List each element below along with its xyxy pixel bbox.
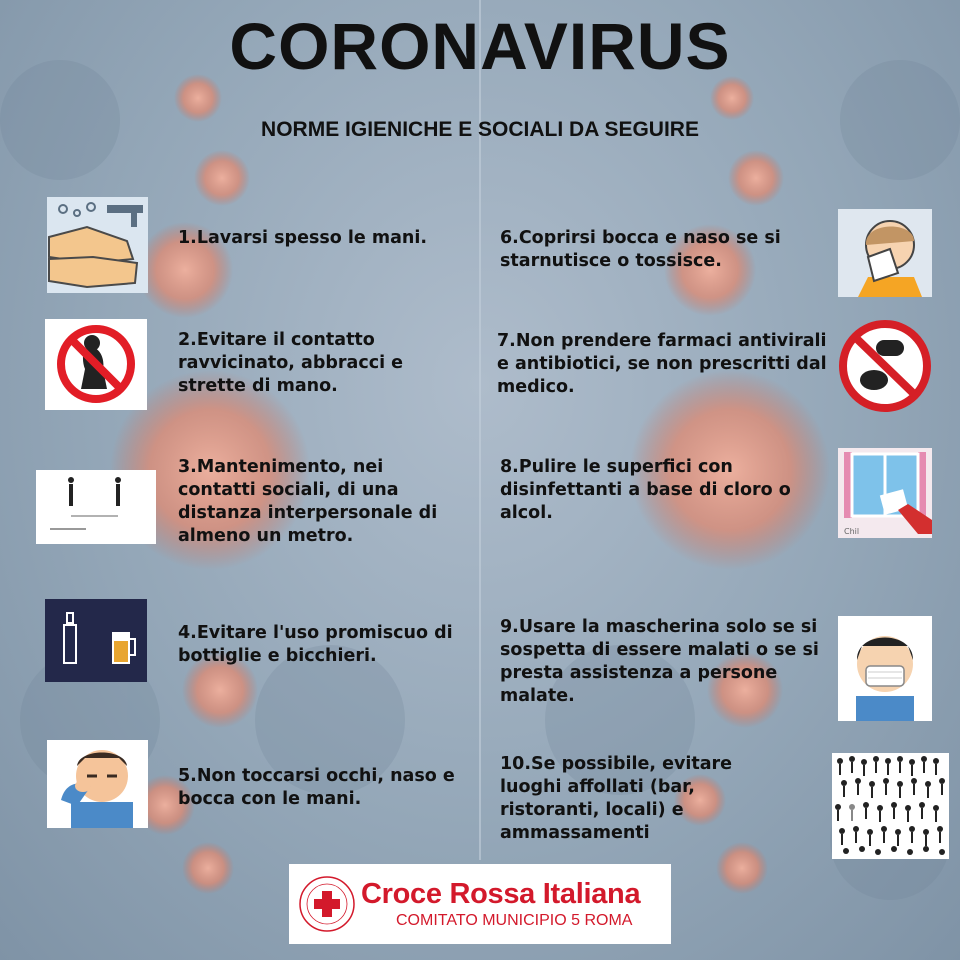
- org-name: Croce Rossa Italiana: [361, 878, 641, 910]
- cleaning-window-icon: [838, 448, 932, 538]
- no-pills-icon: [838, 320, 932, 412]
- red-cross-logo: [289, 864, 671, 944]
- face-touch-icon: [47, 740, 148, 828]
- red-cross-emblem-icon: [297, 874, 357, 934]
- org-subtitle: COMITATO MUNICIPIO 5 ROMA: [396, 912, 633, 929]
- page-subtitle: NORME IGIENICHE E SOCIALI DA SEGUIRE: [261, 118, 699, 141]
- hand-washing-icon: [47, 197, 148, 293]
- rule-7: 7.Non prendere farmaci antivirali e antibiotici, se non prescritti dal medico.: [497, 331, 827, 397]
- rule-1: 1.Lavarsi spesso le mani.: [178, 228, 428, 248]
- rule-8: 8.Pulire le superfici con disinfettanti a base di cloro o alcol.: [500, 457, 791, 523]
- rule-5: 5.Non toccarsi occhi, naso e bocca con le mani.: [178, 766, 455, 809]
- rule-2: 2.Evitare il contatto ravvicinato, abbracci e strette di mano.: [178, 330, 404, 396]
- sneeze-tissue-icon: [838, 209, 932, 297]
- svg-text:Chil: Chil: [844, 527, 860, 536]
- face-mask-icon: [838, 616, 932, 721]
- social-distance-icon: [36, 470, 156, 544]
- page-title: CORONAVIRUS: [229, 9, 731, 83]
- rule-3: 3.Mantenimento, nei contatti sociali, di una distanza interpersonale di almeno un metro.: [178, 457, 438, 546]
- rule-10: 10.Se possibile, evitare luoghi affollati (bar, ristoranti, locali) e ammassamenti: [500, 754, 733, 843]
- crowd-icon: [832, 753, 949, 859]
- rule-4: 4.Evitare l'uso promiscuo di bottiglie e bicchieri.: [178, 623, 453, 666]
- no-hug-icon: [45, 319, 147, 410]
- rule-6: 6.Coprirsi bocca e naso se si starnutisce o tossisce.: [500, 228, 781, 271]
- bottle-glass-icon: [45, 599, 147, 682]
- rule-9: 9.Usare la mascherina solo se si sospetta di essere malati o se si presta assistenza a persone malate.: [500, 617, 819, 706]
